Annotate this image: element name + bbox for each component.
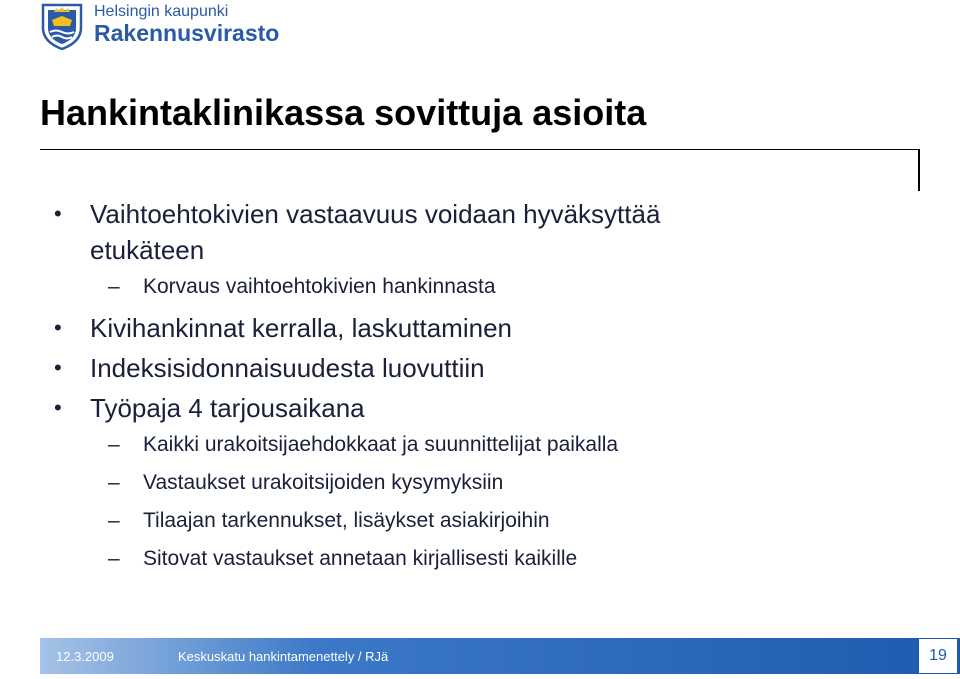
bullet-text: Vaihtoehtokivien vastaavuus voidaan hyväksyttää	[90, 199, 661, 229]
sub-bullet-text: Vastaukset urakoitsijoiden kysymyksiin	[143, 471, 504, 494]
bullet-item	[0, 196, 900, 268]
bullet-item	[0, 350, 900, 386]
bullet-list	[0, 196, 900, 582]
bullet-text-continued: etukäteen	[90, 235, 205, 265]
helsinki-crest-icon	[40, 2, 84, 50]
dash-marker: –	[108, 433, 120, 456]
title-divider	[40, 149, 920, 150]
bullet-text: Työpaja 4 tarjousaikana	[90, 393, 365, 423]
footer-date: 12.3.2009	[56, 649, 114, 664]
sub-bullet-item	[0, 468, 900, 498]
footer-caption: Keskuskatu hankintamenettely / RJä	[178, 649, 389, 664]
slide-title: Hankintaklinikassa sovittuja asioita	[40, 92, 647, 133]
page-number: 19	[918, 638, 958, 674]
dash-marker: –	[108, 547, 120, 570]
sub-bullet-item	[0, 272, 900, 302]
title-divider-end	[918, 149, 920, 191]
organization-logo	[40, 2, 300, 50]
sub-bullet-item	[0, 506, 900, 536]
dash-marker: –	[108, 471, 120, 494]
dash-marker: –	[108, 275, 120, 298]
sub-bullet-text: Kaikki urakoitsijaehdokkaat ja suunnittelijat paikalla	[143, 433, 619, 456]
bullet-marker: •	[54, 201, 62, 226]
sub-bullet-text: Korvaus vaihtoehtokivien hankinnasta	[143, 275, 496, 298]
bullet-item	[0, 390, 900, 426]
org-name-line1: Helsingin kaupunki	[94, 3, 229, 20]
bullet-marker: •	[54, 355, 62, 380]
bullet-text: Kivihankinnat kerralla, laskuttaminen	[90, 313, 512, 343]
bullet-marker: •	[54, 315, 62, 340]
dash-marker: –	[108, 509, 120, 532]
footer-bar	[40, 638, 960, 674]
sub-bullet-text: Sitovat vastaukset annetaan kirjallisesti kaikille	[143, 547, 578, 570]
org-name-line2: Rakennusvirasto	[94, 20, 280, 46]
sub-bullet-item	[0, 430, 900, 460]
bullet-item	[0, 310, 900, 346]
bullet-text: Indeksisidonnaisuudesta luovuttiin	[90, 353, 485, 383]
sub-bullet-item	[0, 544, 900, 574]
sub-bullet-text: Tilaajan tarkennukset, lisäykset asiakirjoihin	[143, 509, 550, 532]
bullet-marker: •	[54, 395, 62, 420]
